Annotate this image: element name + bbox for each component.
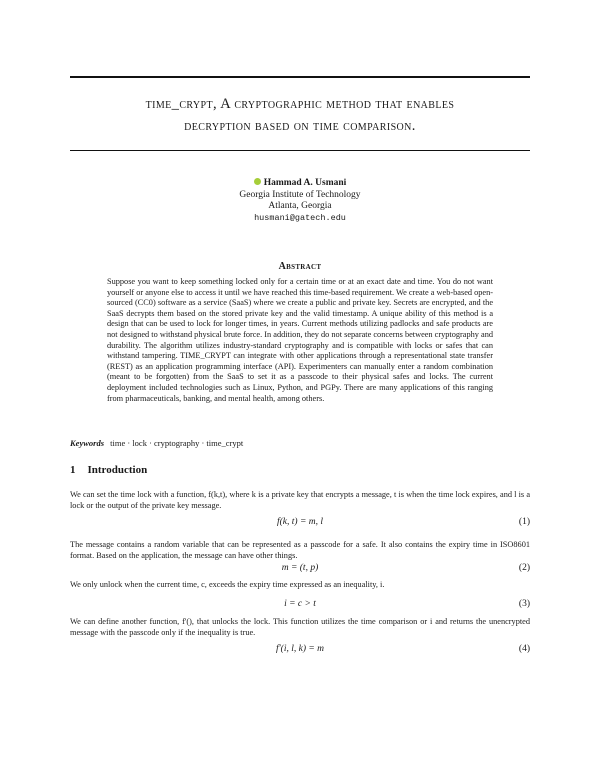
section-number: 1 [70, 464, 76, 476]
paragraph: We can define another function, f'(), that unlocks the lock. This function utilizes the time comparison or i and returns the unencrypted message with the passcode only if the inequality is true. [70, 617, 530, 637]
equation-expression: f(k, t) = m, l [277, 517, 323, 527]
keywords-text: time · lock · cryptography · time_crypt [110, 438, 244, 448]
abstract-text: Suppose you want to keep something locked only for a certain time or at an exact date and time. You do not want yourself or anyone else to access it until we have reached this time-based requirement. We create a web-based open-sourced (CC0) software as a service (SaaS) where we create a public and private key. Secrets are encrypted, and the SaaS decrypts them based on the stored private key and the valid timestamp. A unique ability of this method is a design that can be used to lock for longer times, in years. Current methods utilizing padlocks and safe products are not designed to withstand physical brute force. In addition, they do not separate concerns between cryptography and durability. The algorithm utilizes industry-standard cryptography and is compatible with locks or safes that can withstand tampering. TIME_CRYPT can integrate with other applications through a representational state transfer (REST) as an application programming interface (API). Experimenters can manually enter a random combination (meant to be forgotten) from the SaaS to set it as a passcode to their physical safes and locks. The current deployment included technologies such as Linux, Python, and PGPy. There are many applications of this ranging from pharmaceuticals, banking, and mental health, among others. [107, 277, 493, 403]
equation-expression: i = c > t [284, 599, 316, 609]
author-email[interactable]: husmani@gatech.edu [254, 212, 346, 223]
title-bottom-rule [70, 150, 530, 151]
equation-expression: f′(i, l, k) = m [275, 644, 325, 654]
paragraph: We can set the time lock with a function, f(k,t), where k is a private key that encrypts a message, t is when the time lock expires, and l is a lock or the output of the private key message. [70, 490, 530, 510]
author-location: Atlanta, Georgia [268, 201, 332, 211]
title-line-2: decryption based on time comparison. [184, 118, 416, 134]
author-block [150, 178, 450, 224]
author-affiliation: Georgia Institute of Technology [239, 189, 361, 200]
equation-number: (2) [518, 563, 530, 573]
keywords-label: Keywords [70, 438, 104, 448]
equation-number: (1) [518, 517, 530, 527]
section-heading [70, 464, 147, 476]
paragraph: We only unlock when the current time, c, exceeds the expiry time expressed as an inequality, i. [70, 580, 385, 589]
equation-number: (4) [518, 644, 530, 654]
paper-title [70, 93, 530, 137]
equation-expression: m = (t, p) [281, 563, 319, 573]
abstract-heading: Abstract [278, 261, 322, 272]
keywords-line [70, 438, 530, 448]
author-name: Hammad A. Usmani [263, 178, 347, 188]
title-line-1: time_crypt, A cryptographic method that enables [145, 96, 455, 112]
title-top-rule [70, 76, 530, 78]
equation-number: (3) [518, 599, 530, 609]
paragraph: The message contains a random variable that can be represented as a passcode for a safe. It also contains the expiry time in ISO8601 format. Based on the application, the message can have other things. [70, 540, 530, 560]
section-title: Introduction [87, 464, 148, 476]
orcid-icon[interactable] [254, 178, 261, 185]
